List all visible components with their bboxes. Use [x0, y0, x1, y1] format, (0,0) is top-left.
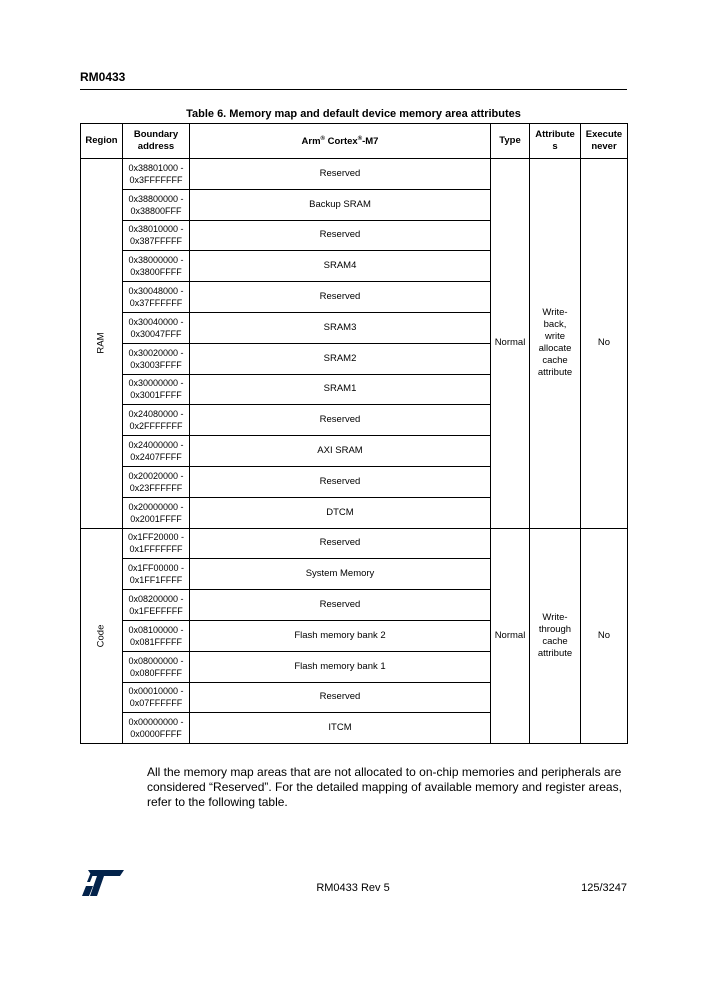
boundary-address-cell: 0x1FF00000 - 0x1FF1FFFF — [123, 559, 190, 590]
region-cell — [81, 528, 123, 744]
boundary-address-cell: 0x30048000 - 0x37FFFFFF — [123, 282, 190, 313]
footer-page-number: 125/3247 — [581, 882, 627, 894]
boundary-address-cell: 0x38010000 - 0x387FFFFF — [123, 220, 190, 251]
boundary-address-cell: 0x38000000 - 0x3800FFFF — [123, 251, 190, 282]
memory-area-cell: Reserved — [190, 405, 491, 436]
boundary-address-cell: 0x24080000 - 0x2FFFFFFF — [123, 405, 190, 436]
region-label: Code — [95, 624, 107, 648]
boundary-address-cell: 0x08200000 - 0x1FEFFFFF — [123, 590, 190, 621]
boundary-address-cell: 0x00010000 - 0x07FFFFFF — [123, 682, 190, 713]
col-attributes: Attribute s — [530, 124, 581, 159]
memory-area-cell: Reserved — [190, 682, 491, 713]
memory-area-cell: Reserved — [190, 220, 491, 251]
memory-area-cell: Backup SRAM — [190, 189, 491, 220]
table-header-row — [81, 124, 628, 159]
header-rule — [80, 89, 627, 90]
memory-area-cell: Flash memory bank 2 — [190, 620, 491, 651]
boundary-address-cell: 0x30020000 - 0x3003FFFF — [123, 343, 190, 374]
memory-area-cell: ITCM — [190, 713, 491, 744]
table-caption: Table 6. Memory map and default device memory area attributes — [186, 108, 521, 120]
col-region: Region — [81, 124, 123, 159]
memory-area-cell: Reserved — [190, 466, 491, 497]
boundary-address-cell: 0x30000000 - 0x3001FFFF — [123, 374, 190, 405]
attributes-cell: Write- back, write allocate cache attribute — [530, 159, 581, 529]
memory-area-cell: DTCM — [190, 497, 491, 528]
boundary-address-cell: 0x30040000 - 0x30047FFF — [123, 312, 190, 343]
memory-area-cell: Reserved — [190, 528, 491, 559]
table-row — [81, 159, 628, 190]
execute-never-cell: No — [581, 159, 628, 529]
memory-area-cell: SRAM3 — [190, 312, 491, 343]
attributes-cell: Write- through cache attribute — [530, 528, 581, 744]
footer-revision: RM0433 Rev 5 — [316, 882, 390, 894]
region-label: RAM — [95, 332, 107, 354]
col-execute-never: Execute never — [581, 124, 628, 159]
memory-area-cell: Reserved — [190, 282, 491, 313]
type-cell: Normal — [491, 528, 530, 744]
table-row — [81, 528, 628, 559]
memory-area-cell: SRAM1 — [190, 374, 491, 405]
boundary-address-cell: 0x20000000 - 0x2001FFFF — [123, 497, 190, 528]
boundary-address-cell: 0x1FF20000 - 0x1FFFFFFF — [123, 528, 190, 559]
boundary-address-cell: 0x08000000 - 0x080FFFFF — [123, 651, 190, 682]
col-type: Type — [491, 124, 530, 159]
table-body — [81, 159, 628, 744]
col-arm-cortex-m7: Arm® Cortex®-M7 — [190, 124, 491, 159]
memory-map-table — [80, 123, 628, 744]
type-cell: Normal — [491, 159, 530, 529]
memory-area-cell: AXI SRAM — [190, 436, 491, 467]
col-boundary-address: Boundary address — [123, 124, 190, 159]
boundary-address-cell: 0x24000000 - 0x2407FFFF — [123, 436, 190, 467]
execute-never-cell: No — [581, 528, 628, 744]
memory-area-cell: SRAM4 — [190, 251, 491, 282]
boundary-address-cell: 0x00000000 - 0x0000FFFF — [123, 713, 190, 744]
boundary-address-cell: 0x08100000 - 0x081FFFFF — [123, 620, 190, 651]
memory-area-cell: SRAM2 — [190, 343, 491, 374]
memory-area-cell: Flash memory bank 1 — [190, 651, 491, 682]
document-id: RM0433 — [80, 70, 126, 84]
boundary-address-cell: 0x38801000 - 0x3FFFFFFF — [123, 159, 190, 190]
memory-area-cell: Reserved — [190, 159, 491, 190]
boundary-address-cell: 0x20020000 - 0x23FFFFFF — [123, 466, 190, 497]
memory-area-cell: System Memory — [190, 559, 491, 590]
boundary-address-cell: 0x38800000 - 0x38800FFF — [123, 189, 190, 220]
memory-area-cell: Reserved — [190, 590, 491, 621]
body-paragraph: All the memory map areas that are not allocated to on-chip memories and peripherals are considered “Reserved”. For the detailed mapping of available memory and register areas, refer to the following table. — [147, 765, 622, 809]
region-cell — [81, 159, 123, 529]
